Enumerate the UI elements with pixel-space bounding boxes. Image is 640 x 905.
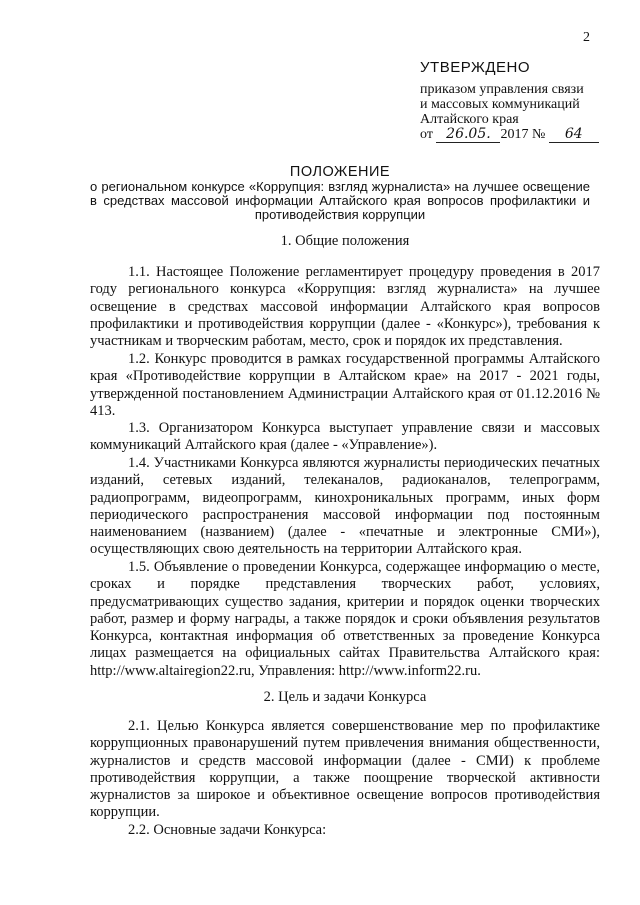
paragraph: 1.3. Организатором Конкурса выступает управление связи и массовых коммуникаций Алтайского края (далее - «Управление»).: [90, 420, 600, 454]
approval-line: приказом управления связи: [420, 82, 584, 97]
approval-block: [420, 60, 620, 143]
approval-line: Алтайского края: [420, 112, 519, 127]
approval-line: и массовых коммуникаций: [420, 97, 580, 112]
date-prefix: от: [420, 127, 433, 142]
paragraph: 1.1. Настоящее Положение регламентирует процедуру проведения в 2017 году регионального конкурса «Коррупция: взгляд журналиста» на лучшее освещение в средствах массовой информации Алтайского края вопросов профилактики и противодействия коррупции (далее - «Конкурс»), требования к участникам и творческим работам, место, срок и порядок их представления.: [90, 264, 600, 350]
page-number: 2: [583, 30, 590, 45]
paragraph: 2.1. Целью Конкурса является совершенствование мер по профилактике коррупционных правонарушений путем привлечения внимания общественности, журналистов и средств массовой информации (далее - СМИ) к проблеме противодействия коррупции, а также поощрение творческой активности журналистов за широкое и объективное освещение вопросов противодействия коррупции.: [90, 718, 600, 821]
approval-date-line: [420, 127, 620, 143]
section-heading: 1. Общие положения: [280, 233, 410, 249]
handwritten-date: 26.05.: [436, 127, 500, 143]
section-heading: 2. Цель и задачи Конкурса: [263, 689, 427, 705]
approval-heading: УТВЕРЖДЕНО: [420, 59, 531, 76]
document-title: ПОЛОЖЕНИЕ: [289, 164, 391, 180]
paragraph: 2.2. Основные задачи Конкурса:: [128, 822, 327, 838]
year-number-label: 2017 №: [500, 127, 546, 142]
document-subtitle: о региональном конкурсе «Коррупция: взгляд журналиста» на лучшее освещение в средствах массовой информации Алтайского края вопросов профилактики и противодействия коррупции: [90, 179, 590, 222]
paragraph: 1.4. Участниками Конкурса являются журналисты периодических печатных изданий, сетевых изданий, телеканалов, радиоканалов, телепрограмм, радиопрограмм, видеопрограмм, кинохроникальных программ, иных форм периодического распространения массовой информации под постоянным наименованием (названием) (далее - «печатные и электронные СМИ»), осуществляющих свою деятельность на территории Алтайского края.: [90, 455, 600, 558]
paragraph: 1.5. Объявление о проведении Конкурса, содержащее информацию о месте, сроках и порядке представления творческих работ, условиях, предусматривающих существо задания, критерии и порядок оценки творческих работ, размер и форму награды, а также порядок и сроки объявления результатов Конкурса, контактная информация об ответственных за проведение Конкурса лицах размещается на официальных сайтах Правительства Алтайского края: http://www.altairegion22.ru, Управления: http://www.inform22.ru.: [90, 559, 600, 679]
paragraph: 1.2. Конкурс проводится в рамках государственной программы Алтайского края «Противодействие коррупции в Алтайском крае» на 2017 - 2021 годы, утвержденной постановлением Администрации Алтайского края от 01.12.2016 № 413.: [90, 351, 600, 419]
handwritten-order-number: 64: [549, 127, 599, 143]
